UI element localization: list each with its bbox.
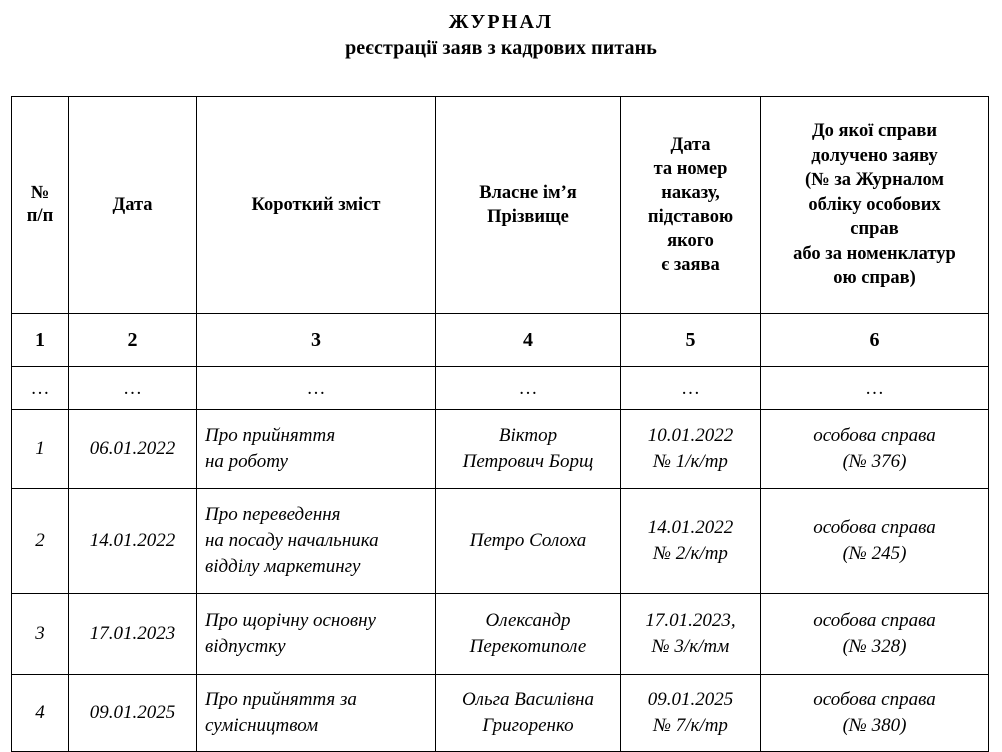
header-number-line2: п/п	[26, 206, 54, 226]
row-case-line2: (№ 376)	[842, 451, 907, 472]
row-summary-line3: відділу маркетингу	[205, 556, 361, 577]
row-summary-line1: Про переведення	[205, 504, 341, 525]
row-summary	[197, 675, 436, 752]
row-order-line1: 14.01.2022	[647, 517, 734, 538]
journal-table-wrapper	[11, 96, 988, 752]
page-title: ЖУРНАЛ	[448, 11, 554, 33]
row-index: 3	[12, 594, 69, 675]
table-header-cell-summary	[197, 97, 436, 314]
header-number-line1: №	[30, 183, 50, 203]
row-index: 4	[12, 675, 69, 752]
row-case-line2: (№ 328)	[842, 636, 907, 657]
row-case	[761, 675, 989, 752]
ellipsis-cell-4: …	[436, 367, 621, 410]
ellipsis-row	[12, 367, 989, 410]
ellipsis-cell-2: …	[69, 367, 197, 410]
row-name	[436, 675, 621, 752]
row-date: 09.01.2025	[69, 675, 197, 752]
row-case-line1: особова справа	[813, 517, 936, 538]
column-number-3: 3	[197, 314, 436, 367]
row-date: 17.01.2023	[69, 594, 197, 675]
column-number-row	[12, 314, 989, 367]
table-header-row	[12, 97, 989, 314]
header-name-line2: Прізвище	[487, 207, 569, 227]
ellipsis-cell-3: …	[197, 367, 436, 410]
table-header-cell-number	[12, 97, 69, 314]
header-case-line4: обліку особових	[808, 194, 941, 215]
row-order	[621, 410, 761, 489]
row-order-line1: 10.01.2022	[647, 425, 734, 446]
header-case-line6: або за номенклатур	[793, 243, 956, 264]
table-row	[12, 410, 989, 489]
row-summary-line2: на роботу	[205, 451, 288, 472]
row-summary	[197, 594, 436, 675]
document-title-block	[0, 0, 1002, 62]
row-index: 2	[12, 489, 69, 594]
row-summary-line1: Про прийняття за	[205, 689, 357, 710]
row-index: 1	[12, 410, 69, 489]
table-header-cell-case	[761, 97, 989, 314]
row-case-line1: особова справа	[813, 610, 936, 631]
row-order-line2: № 3/к/тм	[651, 636, 730, 657]
header-order-line4: підставою	[647, 207, 734, 227]
row-case-line2: (№ 245)	[842, 543, 907, 564]
header-case-line2: долучено заяву	[811, 145, 938, 166]
row-date: 06.01.2022	[69, 410, 197, 489]
column-number-2: 2	[69, 314, 197, 367]
column-number-5: 5	[621, 314, 761, 367]
row-summary-line2: сумісництвом	[205, 715, 319, 736]
row-summary-line2: відпустку	[205, 636, 286, 657]
row-case-line1: особова справа	[813, 425, 936, 446]
header-order-line6: є заява	[661, 255, 720, 275]
row-summary	[197, 410, 436, 489]
header-order-line5: якого	[667, 231, 714, 251]
row-order-line1: 09.01.2025	[647, 689, 734, 710]
header-order-line1: Дата	[670, 135, 711, 155]
row-order-line1: 17.01.2023,	[645, 610, 736, 631]
row-name-line1: Віктор	[498, 425, 558, 446]
page-subtitle: реєстрації заяв з кадрових питань	[345, 37, 657, 59]
header-case-line7: ою справ)	[833, 268, 916, 289]
header-case-line3: (№ за Журналом	[804, 170, 945, 191]
journal-table	[11, 96, 989, 752]
ellipsis-cell-6: …	[761, 367, 989, 410]
row-date: 14.01.2022	[69, 489, 197, 594]
row-order-line2: № 2/к/тр	[653, 543, 728, 564]
row-case	[761, 594, 989, 675]
row-name-line1: Ольга Василівна	[461, 689, 595, 710]
row-name-line1: Петро Солоха	[469, 530, 587, 551]
header-name-line1: Власне ім’я	[479, 183, 577, 203]
row-case-line1: особова справа	[813, 689, 936, 710]
column-number-1: 1	[12, 314, 69, 367]
row-name-line2: Григоренко	[482, 715, 574, 736]
row-order-line2: № 7/к/тр	[653, 715, 728, 736]
table-header-cell-name	[436, 97, 621, 314]
header-order-line2: та номер	[653, 159, 728, 179]
row-case	[761, 410, 989, 489]
row-summary-line1: Про щорічну основну	[205, 610, 376, 631]
column-number-4: 4	[436, 314, 621, 367]
table-row	[12, 675, 989, 752]
row-order	[621, 594, 761, 675]
row-name-line2: Петрович Борщ	[462, 451, 594, 472]
ellipsis-cell-5: …	[621, 367, 761, 410]
row-case-line2: (№ 380)	[842, 715, 907, 736]
row-order	[621, 675, 761, 752]
header-case-line1: До якої справи	[811, 121, 938, 142]
header-date-label: Дата	[112, 195, 153, 215]
table-header-cell-date	[69, 97, 197, 314]
row-name-line2: Перекотиполе	[469, 636, 587, 657]
row-summary-line1: Про прийняття	[205, 425, 336, 446]
row-name-line1: Олександр	[485, 610, 571, 631]
row-case	[761, 489, 989, 594]
header-order-line3: наказу,	[661, 183, 720, 203]
row-summary	[197, 489, 436, 594]
header-case-line5: справ	[850, 219, 899, 240]
ellipsis-cell-1: …	[12, 367, 69, 410]
table-header-cell-order	[621, 97, 761, 314]
row-name	[436, 594, 621, 675]
row-name	[436, 489, 621, 594]
header-summary-label: Короткий зміст	[251, 195, 381, 215]
table-row	[12, 594, 989, 675]
row-order	[621, 489, 761, 594]
row-summary-line2: на посаду начальника	[205, 530, 379, 551]
table-row	[12, 489, 989, 594]
column-number-6: 6	[761, 314, 989, 367]
row-order-line2: № 1/к/тр	[653, 451, 728, 472]
row-name	[436, 410, 621, 489]
